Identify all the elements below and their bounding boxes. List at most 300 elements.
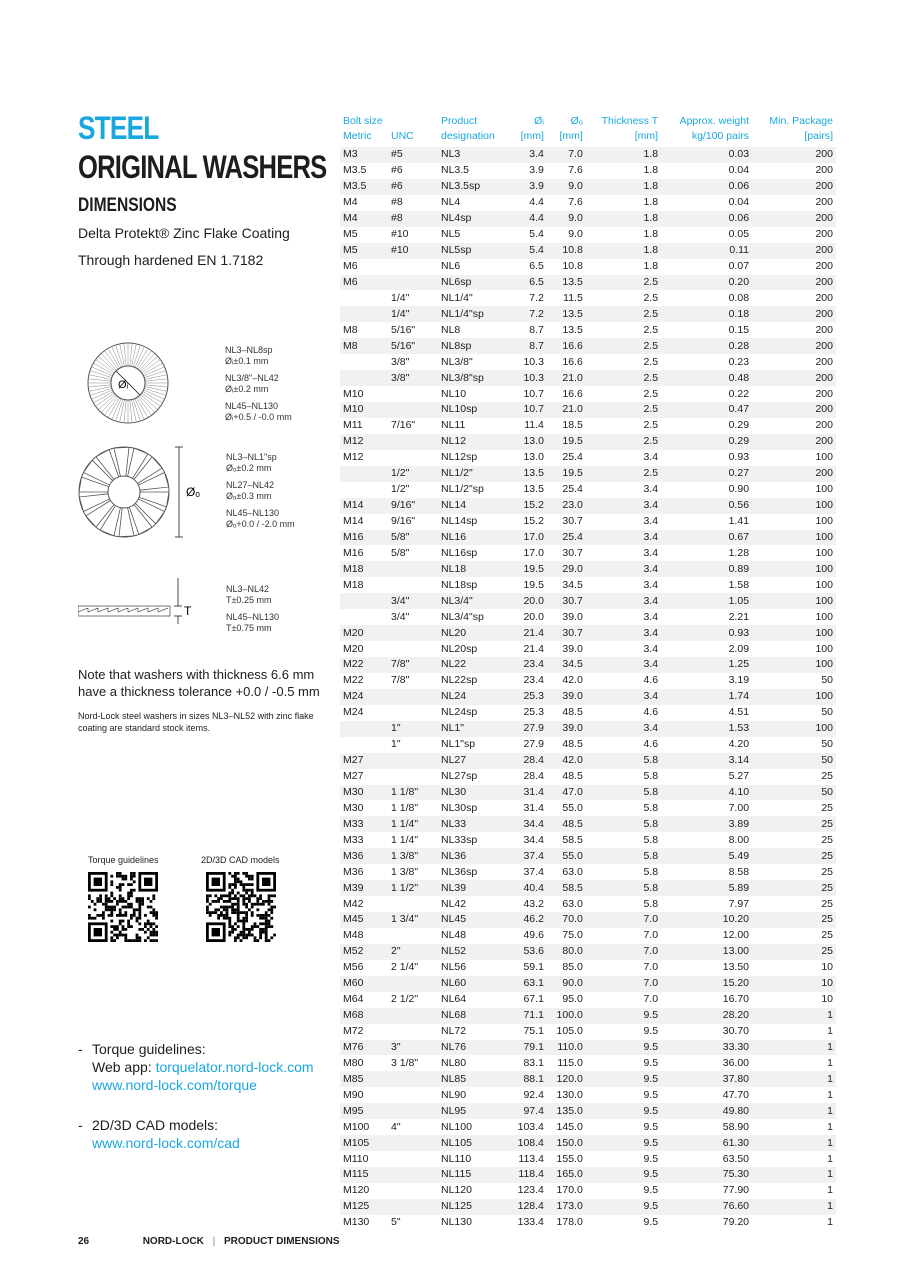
cell-weight: 37.80: [661, 1071, 752, 1087]
cell-unc: [388, 625, 438, 641]
cell-package: 200: [815, 164, 833, 177]
cell-package: 200: [815, 419, 833, 432]
footer-brand: NORD-LOCK: [142, 1236, 204, 1247]
table-row: [340, 912, 836, 928]
cell-package: 200: [752, 147, 836, 163]
table-row: [340, 545, 836, 561]
washer-side-icon: [78, 576, 218, 636]
cell-thickness: 3.4: [643, 578, 659, 591]
cell-metric: M3.5: [340, 179, 388, 195]
cell-thickness: 9.5: [643, 1184, 659, 1197]
cell-unc: [388, 259, 438, 275]
cell-metric: M18: [340, 561, 388, 577]
cell-thickness: 2.5: [643, 355, 659, 368]
cell-do: 80.0: [547, 944, 586, 960]
cell-do: 48.5: [562, 738, 583, 751]
cell-thickness: 9.5: [586, 1040, 661, 1056]
qr-code-torque-icon[interactable]: [88, 872, 158, 942]
cell-metric: M24: [340, 689, 388, 705]
cell-unc: #10: [391, 228, 409, 241]
cell-package: 10: [821, 961, 833, 974]
table-row: [340, 816, 836, 832]
cell-weight: 63.50: [722, 1152, 750, 1165]
cell-unc: [388, 769, 438, 785]
cell-unc: [388, 1183, 438, 1199]
cell-unc: 3/4": [388, 593, 438, 609]
cell-do: 39.0: [547, 721, 586, 737]
header-package: Min. Package [pairs]: [769, 115, 833, 142]
cell-do: 9.0: [547, 179, 586, 195]
cell-unc: 1 1/8": [391, 801, 419, 814]
cell-unc: #8: [391, 196, 403, 209]
cell-thickness: 3.4: [643, 515, 659, 528]
cell-product: NL130: [441, 1216, 472, 1229]
cell-weight: 0.48: [661, 370, 752, 386]
cell-product: NL33: [438, 816, 508, 832]
cell-thickness: 2.5: [643, 291, 659, 304]
cell-package: 100: [815, 483, 833, 496]
cell-do: 55.0: [547, 848, 586, 864]
inner-diameter-diagram: [78, 338, 328, 428]
cell-weight: 8.00: [728, 833, 750, 846]
cell-metric: [340, 482, 388, 498]
table-row: [340, 514, 836, 530]
cell-di: 108.4: [508, 1135, 547, 1151]
cell-do: 58.5: [562, 833, 583, 846]
cell-thickness: 2.5: [586, 466, 661, 482]
cell-do: 75.0: [562, 929, 583, 942]
cell-product: NL80: [441, 1056, 467, 1069]
cell-thickness: 4.6: [643, 738, 659, 751]
cell-di: 8.7: [508, 338, 547, 354]
cell-thickness: 3.4: [586, 657, 661, 673]
cell-metric: M60: [340, 976, 388, 992]
cell-product: NL3.5: [441, 164, 470, 177]
cell-package: 100: [752, 530, 836, 546]
cell-metric: [340, 306, 388, 322]
cell-package: 25: [821, 865, 833, 878]
cell-unc: 1 1/2": [388, 880, 438, 896]
cell-metric: M18: [343, 578, 364, 591]
cell-weight: 61.30: [661, 1135, 752, 1151]
cell-package: 200: [752, 370, 836, 386]
table-row: [340, 1103, 836, 1119]
cell-weight: 47.70: [722, 1088, 750, 1101]
cell-weight: 0.20: [661, 275, 752, 291]
cell-product: NL12sp: [441, 451, 478, 464]
cell-di: 123.4: [517, 1184, 544, 1197]
cell-di: 49.6: [523, 929, 544, 942]
thick-symbol: T: [184, 604, 192, 618]
cell-thickness: 1.8: [586, 211, 661, 227]
torque-link[interactable]: www.nord-lock.com/torque: [92, 1077, 257, 1093]
cell-package: 100: [815, 642, 833, 655]
cell-product: NL3.5sp: [438, 179, 508, 195]
cell-metric: [340, 721, 388, 737]
cell-do: 9.0: [568, 228, 583, 241]
cell-package: 10: [821, 993, 833, 1006]
cell-thickness: 7.0: [643, 993, 659, 1006]
cell-di: 5.4: [529, 228, 544, 241]
cell-di: 79.1: [508, 1040, 547, 1056]
cell-product: NL33sp: [441, 833, 478, 846]
cell-metric: M56: [343, 961, 364, 974]
table-row: [340, 211, 836, 227]
cell-di: 10.7: [508, 402, 547, 418]
cell-package: 100: [815, 515, 833, 528]
cell-do: 11.5: [563, 291, 583, 304]
cell-product: NL24: [438, 689, 508, 705]
cell-weight: 3.89: [661, 816, 752, 832]
cell-package: 200: [752, 434, 836, 450]
cell-thickness: 3.4: [586, 530, 661, 546]
cell-weight: 0.04: [728, 164, 750, 177]
cell-metric: M4: [340, 211, 388, 227]
cell-thickness: 3.4: [586, 689, 661, 705]
table-row: [340, 944, 836, 960]
page-number: 26: [78, 1236, 90, 1247]
table-row: [340, 721, 836, 737]
cell-product: NL14: [438, 498, 508, 514]
cell-metric: M12: [343, 451, 364, 464]
cell-weight: 1.25: [661, 657, 752, 673]
cell-di: 34.4: [523, 833, 544, 846]
cell-package: 25: [752, 880, 836, 896]
cell-product: NL45: [438, 912, 508, 928]
table-row: [340, 275, 836, 291]
cell-do: 10.8: [562, 260, 583, 273]
cell-thickness: 9.5: [586, 1008, 661, 1024]
cell-do: 9.0: [547, 211, 586, 227]
cell-product: NL5: [441, 228, 461, 241]
cell-weight: 0.56: [661, 498, 752, 514]
cell-weight: 0.93: [728, 451, 750, 464]
cell-package: 200: [752, 275, 836, 291]
cell-product: NL36sp: [441, 865, 478, 878]
table-row: [340, 1024, 836, 1040]
cell-thickness: 1.8: [643, 164, 659, 177]
cell-thickness: 9.5: [643, 1152, 659, 1165]
table-row: [340, 705, 836, 721]
label: NL45–NL130: [225, 401, 279, 411]
cell-unc: 3/4": [391, 610, 410, 623]
cell-package: 200: [815, 260, 833, 273]
cell-di: 23.4: [523, 674, 544, 687]
cell-di: 83.1: [523, 1056, 544, 1069]
cell-unc: #6: [388, 179, 438, 195]
cell-package: 25: [752, 816, 836, 832]
cell-di: 3.9: [508, 179, 547, 195]
cell-weight: 3.19: [728, 674, 750, 687]
cell-thickness: 5.8: [643, 833, 659, 846]
cell-thickness: 3.4: [586, 625, 661, 641]
cell-thickness: 7.0: [586, 976, 661, 992]
cell-thickness: 9.5: [643, 1120, 659, 1133]
table-row: [340, 227, 836, 243]
cell-package: 200: [752, 306, 836, 322]
cell-metric: M48: [343, 929, 364, 942]
cell-product: NL27: [438, 753, 508, 769]
cell-metric: M22: [343, 674, 364, 687]
cell-di: 3.9: [529, 164, 544, 177]
cell-metric: M4: [343, 196, 358, 209]
cell-metric: M12: [340, 434, 388, 450]
cell-product: NL56: [441, 961, 467, 974]
cell-di: 25.3: [523, 706, 544, 719]
cell-metric: M100: [343, 1120, 370, 1133]
cell-di: 3.4: [508, 147, 547, 163]
cell-do: 34.5: [562, 578, 583, 591]
cell-unc: #5: [388, 147, 438, 163]
cell-unc: 1 1/4": [391, 833, 419, 846]
thickness-diagram: [78, 576, 328, 636]
cell-do: 135.0: [547, 1103, 586, 1119]
cell-weight: 2.21: [728, 610, 750, 623]
cell-metric: M39: [340, 880, 388, 896]
cell-product: NL27sp: [441, 770, 478, 783]
cell-metric: M125: [340, 1199, 388, 1215]
cell-di: 19.5: [508, 561, 547, 577]
cell-unc: 4": [391, 1120, 401, 1133]
cell-weight: 33.30: [661, 1040, 752, 1056]
cell-weight: 16.70: [722, 993, 750, 1006]
cell-di: 28.4: [523, 770, 544, 783]
inner-symbol: Øᵢ: [118, 379, 129, 391]
cell-do: 173.0: [547, 1199, 586, 1215]
cell-do: 165.0: [547, 1167, 586, 1183]
table-row: [340, 530, 836, 546]
cell-di: 133.4: [517, 1216, 544, 1229]
cell-weight: 0.28: [661, 338, 752, 354]
cell-weight: 0.06: [661, 179, 752, 195]
cell-package: 1: [752, 1071, 836, 1087]
cell-package: 200: [752, 179, 836, 195]
cell-thickness: 3.4: [586, 561, 661, 577]
cell-product: NL22sp: [441, 674, 478, 687]
cell-metric: M95: [340, 1103, 388, 1119]
cell-weight: 1.28: [728, 546, 750, 559]
cell-metric: M10: [343, 387, 364, 400]
cell-metric: M8: [343, 323, 358, 336]
cell-do: 145.0: [556, 1120, 583, 1133]
cell-product: NL85: [438, 1071, 508, 1087]
cell-package: 100: [752, 689, 836, 705]
cell-thickness: 3.4: [643, 451, 659, 464]
cell-di: 23.4: [508, 657, 547, 673]
cell-di: 103.4: [517, 1120, 544, 1133]
cell-di: 10.3: [508, 370, 547, 386]
cell-do: 16.6: [547, 338, 586, 354]
cell-di: 21.4: [508, 625, 547, 641]
cell-do: 130.0: [556, 1088, 583, 1101]
cell-do: 100.0: [547, 1008, 586, 1024]
cell-product: NL11: [441, 419, 466, 432]
cell-thickness: 1.8: [586, 243, 661, 259]
cell-weight: 0.15: [728, 323, 750, 336]
table-row: [340, 1151, 836, 1167]
cell-unc: [388, 450, 438, 466]
table-row: [340, 418, 836, 434]
cell-metric: M10: [340, 402, 388, 418]
cell-weight: 7.00: [728, 801, 750, 814]
cell-metric: M120: [343, 1184, 370, 1197]
cell-product: NL3/8": [441, 355, 473, 368]
cell-unc: [388, 689, 438, 705]
cell-di: 6.5: [529, 260, 544, 273]
cell-di: 17.0: [508, 530, 547, 546]
cell-package: 50: [821, 674, 833, 687]
cell-metric: [340, 737, 388, 753]
cell-thickness: 5.8: [586, 785, 661, 801]
cell-metric: M36: [343, 865, 364, 878]
cell-thickness: 1.8: [643, 228, 659, 241]
cell-metric: [340, 609, 388, 625]
cell-do: 19.5: [547, 434, 586, 450]
cell-di: 20.0: [523, 610, 544, 623]
cell-do: 58.5: [547, 880, 586, 896]
qr-code-cad-icon[interactable]: [206, 872, 276, 942]
cell-di: 7.2: [508, 306, 547, 322]
cell-do: 34.5: [547, 657, 586, 673]
cell-do: 120.0: [547, 1071, 586, 1087]
cell-unc: 5": [391, 1216, 401, 1229]
table-row: [340, 737, 836, 753]
cell-do: 178.0: [556, 1216, 583, 1229]
cell-product: NL115: [438, 1167, 508, 1183]
cell-product: NL52: [438, 944, 508, 960]
cell-di: 37.4: [508, 848, 547, 864]
cell-unc: 3/8": [388, 370, 438, 386]
table-row: [340, 259, 836, 275]
table-row: [340, 992, 836, 1008]
cell-package: 200: [815, 196, 833, 209]
table-row: [340, 880, 836, 896]
cell-package: 100: [815, 546, 833, 559]
cell-product: NL3: [438, 147, 508, 163]
cell-thickness: 3.4: [586, 498, 661, 514]
cell-do: 25.4: [562, 483, 583, 496]
cell-thickness: 1.8: [643, 260, 659, 273]
cell-metric: M14: [343, 515, 364, 528]
cell-unc: [388, 1087, 438, 1103]
cell-product: NL16: [438, 530, 508, 546]
cell-di: 37.4: [523, 865, 544, 878]
cell-product: NL105: [438, 1135, 508, 1151]
cell-thickness: 2.5: [586, 402, 661, 418]
cell-unc: [388, 561, 438, 577]
cell-product: NL10: [441, 387, 467, 400]
cell-unc: 1/2": [388, 466, 438, 482]
cell-di: 13.0: [508, 434, 547, 450]
cell-weight: 0.03: [661, 147, 752, 163]
cell-package: 200: [815, 228, 833, 241]
cell-product: NL68: [438, 1008, 508, 1024]
cell-metric: M3: [340, 147, 388, 163]
torque-webapp-link[interactable]: torquelator.nord-lock.com: [155, 1059, 314, 1075]
table-row: [340, 322, 836, 338]
cell-product: NL95: [438, 1103, 508, 1119]
cell-weight: 15.20: [661, 976, 752, 992]
cell-metric: M42: [343, 897, 364, 910]
cell-package: 100: [752, 498, 836, 514]
table-row: [340, 609, 836, 625]
cell-package: 100: [752, 625, 836, 641]
cell-unc: [388, 976, 438, 992]
label: Øₒ±0.3 mm: [226, 491, 272, 501]
table-row: [340, 1008, 836, 1024]
table-row: [340, 195, 836, 211]
cell-package: 100: [752, 721, 836, 737]
cell-di: 59.1: [523, 961, 544, 974]
label: T±0.25 mm: [226, 595, 272, 605]
cell-package: 1: [827, 1184, 833, 1197]
dimensions-table: [340, 114, 836, 1231]
table-row: [340, 1119, 836, 1135]
cell-unc: 2 1/2": [391, 993, 419, 1006]
title-steel: STEEL: [78, 110, 159, 146]
cell-do: 170.0: [556, 1184, 583, 1197]
cell-do: 115.0: [557, 1056, 583, 1069]
cell-package: 1: [752, 1103, 836, 1119]
cell-do: 42.0: [547, 753, 586, 769]
cell-product: NL30: [438, 785, 508, 801]
cell-weight: 0.67: [661, 530, 752, 546]
cell-weight: 0.05: [728, 228, 750, 241]
cell-unc: 9/16": [391, 515, 416, 528]
cell-di: 17.0: [523, 546, 544, 559]
cell-unc: 1/4": [391, 291, 410, 304]
cell-di: 71.1: [508, 1008, 547, 1024]
cell-unc: 3 1/8": [391, 1056, 419, 1069]
cell-package: 1: [752, 1167, 836, 1183]
cell-do: 48.5: [562, 770, 583, 783]
cell-thickness: 3.4: [643, 483, 659, 496]
table-row: [340, 370, 836, 386]
cell-di: 34.4: [508, 816, 547, 832]
label: Øₒ+0.0 / -2.0 mm: [226, 519, 295, 529]
cell-package: 100: [815, 610, 833, 623]
subtitle-coating: Delta Protekt® Zinc Flake Coating: [78, 225, 290, 241]
cell-weight: 0.47: [661, 402, 752, 418]
cell-metric: [340, 370, 388, 386]
cell-thickness: 2.5: [586, 434, 661, 450]
cell-package: 50: [821, 706, 833, 719]
cell-weight: 0.23: [728, 355, 750, 368]
cell-unc: [388, 577, 438, 593]
cell-weight: 1.41: [728, 515, 750, 528]
table-row: [340, 960, 836, 976]
cell-unc: 1": [388, 721, 438, 737]
cell-unc: 2 1/4": [391, 961, 419, 974]
cell-di: 88.1: [508, 1071, 547, 1087]
label: Øᵢ+0.5 / -0.0 mm: [225, 412, 292, 422]
cell-weight: 76.60: [661, 1199, 752, 1215]
label: NL3/8"–NL42: [225, 373, 279, 383]
header-di: Øᵢ [mm]: [520, 115, 544, 142]
washer-back-icon: [78, 444, 218, 540]
table-row: [340, 928, 836, 944]
cell-unc: 5/16": [388, 338, 438, 354]
cell-weight: 4.10: [661, 785, 752, 801]
cell-do: 16.6: [562, 387, 583, 400]
cell-di: 15.2: [523, 515, 544, 528]
header-weight: Approx. weight kg/100 pairs: [679, 115, 750, 142]
cell-product: NL36: [438, 848, 508, 864]
cell-metric: [340, 466, 388, 482]
cad-link[interactable]: www.nord-lock.com/cad: [92, 1135, 240, 1151]
cell-weight: 0.04: [728, 196, 750, 209]
header-thickness: Thickness T [mm]: [601, 115, 659, 142]
